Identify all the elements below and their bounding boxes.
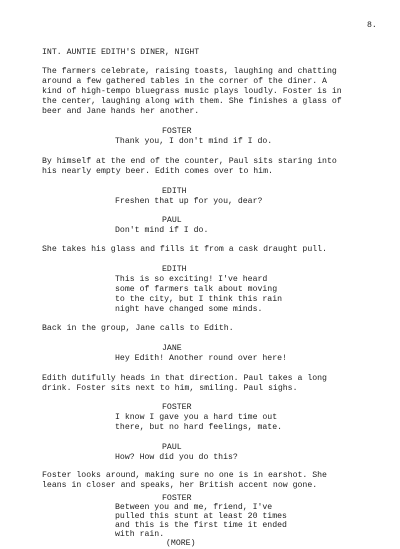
action-line: The farmers celebrate, raising toasts, laughing and chatting xyxy=(42,67,337,76)
character-name: FOSTER xyxy=(162,494,192,503)
action-line: She takes his glass and fills it from a cask draught pull. xyxy=(42,245,327,254)
dialogue-line: I know I gave you a hard time out xyxy=(115,413,278,422)
action-line: Back in the group, Jane calls to Edith. xyxy=(42,324,234,333)
action-line: leans in closer and speaks, her British accent now gone. xyxy=(42,481,318,490)
dialogue-line: pulled this stunt at least 20 times xyxy=(115,512,287,521)
dialogue-line: there, but no hard feelings, mate. xyxy=(115,423,283,432)
scene-heading: INT. AUNTIE EDITH'S DINER, NIGHT xyxy=(42,48,200,57)
action-line: his nearly empty beer. Edith comes over to him. xyxy=(42,167,273,176)
page-number: 8. xyxy=(367,21,377,30)
character-name: PAUL xyxy=(162,443,182,452)
character-name: PAUL xyxy=(162,216,182,225)
dialogue-line: to the city, but I think this rain xyxy=(115,295,283,304)
more-marker: (MORE) xyxy=(166,539,196,548)
action-line: kind of high-tempo bluegrass music plays loudly. Foster is in xyxy=(42,87,342,96)
action-line: drink. Foster sits next to him, smiling. Paul sighs. xyxy=(42,384,298,393)
action-line: Foster looks around, making sure no one is in earshot. She xyxy=(42,471,327,480)
dialogue-line: How? How did you do this? xyxy=(115,453,238,462)
character-name: EDITH xyxy=(162,187,187,196)
dialogue-line: Don't mind if I do. xyxy=(115,226,209,235)
dialogue-line: some of farmers talk about moving xyxy=(115,285,278,294)
dialogue-line: This is so exciting! I've heard xyxy=(115,275,268,284)
dialogue-line: Hey Edith! Another round over here! xyxy=(115,354,287,363)
dialogue-line: Between you and me, friend, I've xyxy=(115,503,273,512)
dialogue-line: night have changed some minds. xyxy=(115,305,263,314)
character-name: FOSTER xyxy=(162,403,192,412)
action-line: around a few gathered tables in the corner of the diner. A xyxy=(42,77,327,86)
dialogue-line: with rain. xyxy=(115,530,165,539)
dialogue-line: Thank you, I don't mind if I do. xyxy=(115,137,273,146)
character-name: FOSTER xyxy=(162,127,192,136)
action-line: Edith dutifully heads in that direction. Paul takes a long xyxy=(42,374,327,383)
dialogue-line: and this is the first time it ended xyxy=(115,521,287,530)
action-line: the center, laughing along with them. She finishes a glass of xyxy=(42,97,342,106)
dialogue-line: Freshen that up for you, dear? xyxy=(115,197,263,206)
action-line: By himself at the end of the counter, Paul sits staring into xyxy=(42,157,337,166)
character-name: EDITH xyxy=(162,265,187,274)
character-name: JANE xyxy=(162,344,182,353)
action-line: beer and Jane hands her another. xyxy=(42,107,200,116)
